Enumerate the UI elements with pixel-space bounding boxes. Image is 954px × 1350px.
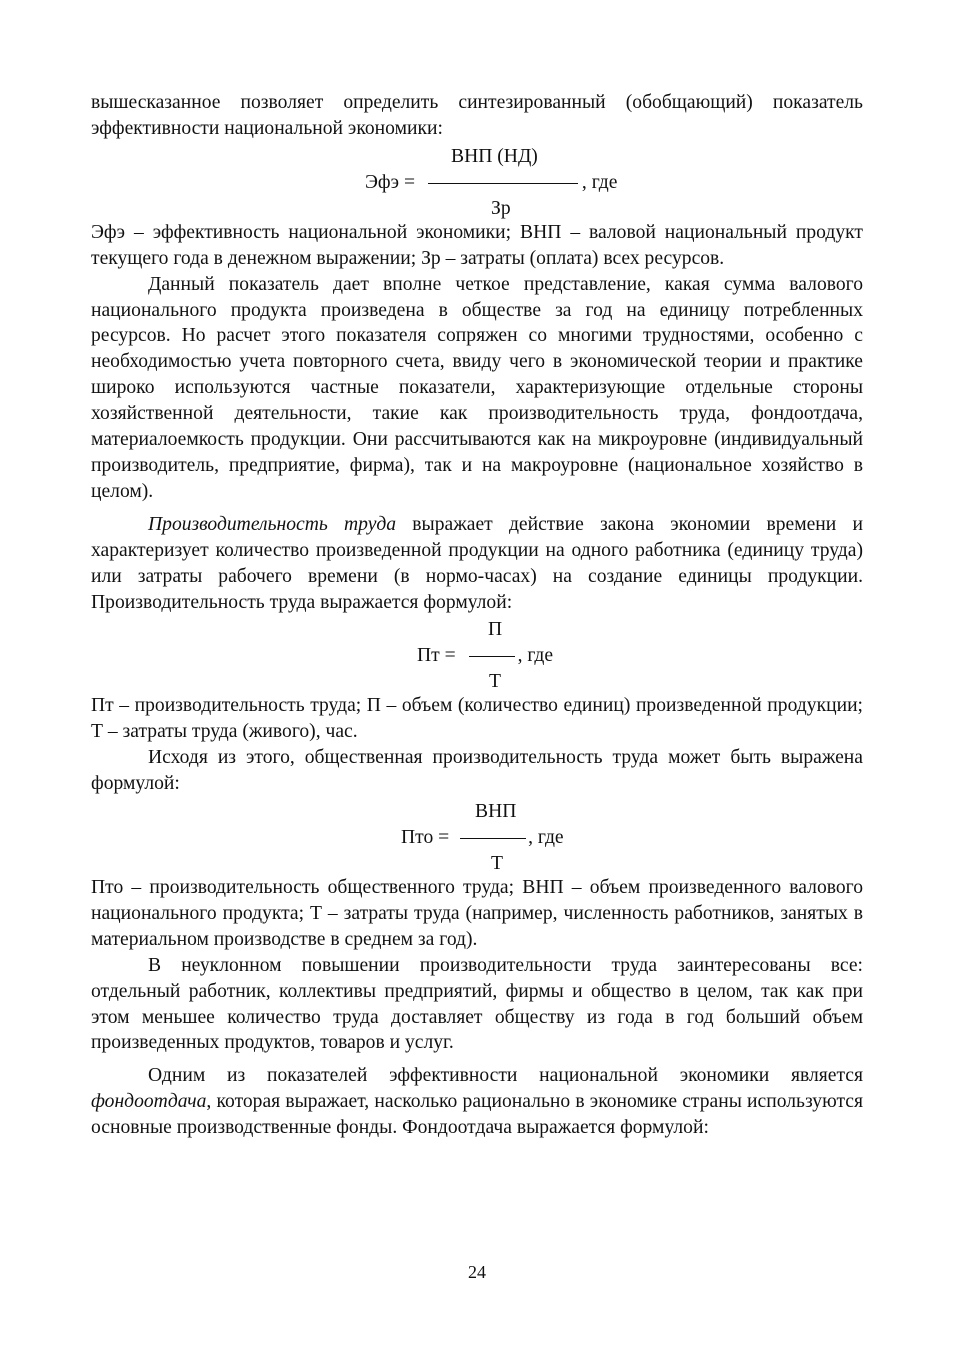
fraction-bar bbox=[469, 656, 515, 657]
term-productivity: Производительность труда bbox=[148, 513, 397, 535]
paragraph-intro: вышесказанное позволяет определить синтезированный (обобщающий) показатель эффективности национальной экономики: bbox=[91, 92, 863, 139]
paragraph-legend-2: Пт – производительность труда; П – объем (количество единиц) произведенной продукции; Т – затраты труда (живого), час. bbox=[91, 695, 863, 743]
formula-lhs: Эфэ = bbox=[365, 171, 415, 193]
formula-denominator: Т bbox=[491, 853, 503, 875]
formula-tail: , где bbox=[528, 827, 564, 849]
formula-lhs: Пто = bbox=[401, 827, 450, 849]
paragraph-interest: В неуклонном повышении производительности труда заинтересованы все: отдельный работник, коллективы предприятий, фирмы и общество в целом, так как при этом меньшее количество труда доставляет обществу из года в год больший объем произведенных продуктов, товаров и услуг. bbox=[91, 954, 863, 1054]
formula-productivity bbox=[91, 615, 863, 693]
formula-numerator: ВНП (НД) bbox=[451, 145, 538, 167]
page-body bbox=[91, 90, 863, 1141]
paragraph-productivity: Производительность труда выражает действие закона экономии времени и характеризует количество произведенной продукции на одного работника (единицу труда) или затраты рабочего времени (в нормо-часах) на создание единицы продукции. Производительность труда выражается формулой: bbox=[91, 513, 863, 613]
page-number: 24 bbox=[468, 1262, 486, 1282]
formula-denominator: Т bbox=[489, 671, 501, 693]
formula-lhs: Пт = bbox=[417, 645, 456, 667]
formula-tail: , где bbox=[517, 645, 554, 667]
term-capital-productivity: фондоотдача bbox=[91, 1091, 207, 1113]
paragraph-legend-3: Пто – производительность общественного труда; ВНП – объем произведенного валового национального продукта; Т – затраты труда (например, численность работников, занятых в материальном производстве в среднем за год). bbox=[91, 877, 863, 950]
formula-denominator: Зр bbox=[491, 197, 511, 219]
paragraph-legend-1: Эфэ – эффективность национальной экономики; ВНП – валовой национальный продукт текущего года в денежном выражении; Зр – затраты (оплата) всех ресурсов. bbox=[91, 221, 863, 269]
formula-efficiency bbox=[91, 142, 863, 220]
formula-social-productivity bbox=[91, 797, 863, 875]
fraction-bar bbox=[460, 838, 526, 839]
formula-numerator: ВНП bbox=[475, 801, 517, 823]
formula-tail: , где bbox=[581, 171, 618, 193]
paragraph-indicator: Данный показатель дает вполне четкое представление, какая сумма валового национального продукта произведена в обществе за год на единицу потребленных ресурсов. Но расчет этого показателя сопряжен со многими трудностями, особенно с необходимостью учета повторного счета, ввиду чего в экономической теории и практике широко используются частные показатели, характеризующие отдельные стороны хозяйственной деятельности, такие как производительность труда, фондоотдача, материалоемкость продукции. Они рассчитываются как на микроуровне (индивидуальный производитель, предприятие, фирма), так и на макроуровне (национальное хозяйство в целом). bbox=[91, 273, 863, 502]
formula-numerator: П bbox=[488, 619, 503, 641]
paragraph-capital-productivity: Одним из показателей эффективности национальной экономики является фондоотдача, которая выражает, насколько рационально в экономике страны используются основные производственные фонды. Фондоотдача выражается формулой: bbox=[91, 1065, 863, 1139]
fraction-bar bbox=[428, 183, 578, 184]
paragraph-social-productivity: Исходя из этого, общественная производительность труда может быть выражена формулой: bbox=[91, 747, 863, 795]
